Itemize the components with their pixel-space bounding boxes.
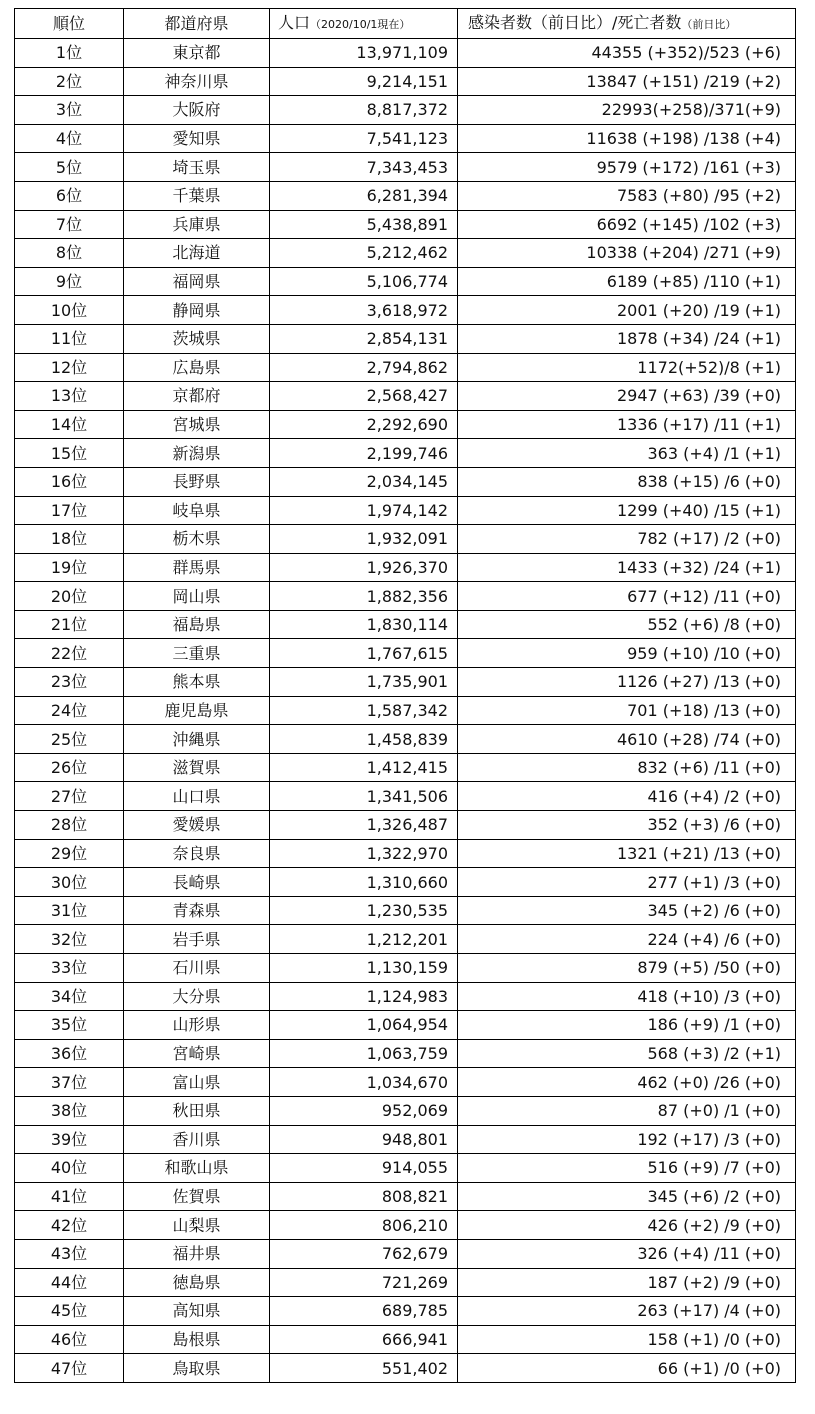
table-row [15, 1354, 796, 1383]
population-cell: 3,618,972 [270, 296, 458, 325]
cases-deaths-cell: 187 (+2) /9 (+0) [458, 1268, 796, 1297]
prefecture-cell: 長野県 [124, 467, 270, 496]
prefecture-cell: 和歌山県 [124, 1154, 270, 1183]
rank-cell: 25位 [15, 725, 124, 754]
cases-deaths-cell: 418 (+10) /3 (+0) [458, 982, 796, 1011]
population-cell: 1,310,660 [270, 868, 458, 897]
cases-deaths-cell: 2001 (+20) /19 (+1) [458, 296, 796, 325]
table-row [15, 1211, 796, 1240]
population-cell: 2,568,427 [270, 382, 458, 411]
prefecture-covid-table-sheet [14, 8, 796, 1383]
population-cell: 1,882,356 [270, 582, 458, 611]
cases-deaths-cell: 326 (+4) /11 (+0) [458, 1239, 796, 1268]
rank-cell: 2位 [15, 67, 124, 96]
population-cell: 2,199,746 [270, 439, 458, 468]
prefecture-cell: 大阪府 [124, 96, 270, 125]
population-cell: 1,124,983 [270, 982, 458, 1011]
header-prefecture: 都道府県 [124, 9, 270, 39]
prefecture-cell: 奈良県 [124, 839, 270, 868]
prefecture-cell: 福岡県 [124, 267, 270, 296]
cases-deaths-cell: 13847 (+151) /219 (+2) [458, 67, 796, 96]
prefecture-cell: 青森県 [124, 896, 270, 925]
prefecture-cell: 岡山県 [124, 582, 270, 611]
cases-deaths-cell: 22993(+258)/371(+9) [458, 96, 796, 125]
rank-cell: 6位 [15, 181, 124, 210]
cases-deaths-cell: 2947 (+63) /39 (+0) [458, 382, 796, 411]
population-cell: 1,063,759 [270, 1039, 458, 1068]
population-cell: 914,055 [270, 1154, 458, 1183]
rank-cell: 24位 [15, 696, 124, 725]
population-cell: 1,412,415 [270, 753, 458, 782]
header-rank: 順位 [15, 9, 124, 39]
population-cell: 1,322,970 [270, 839, 458, 868]
rank-cell: 45位 [15, 1297, 124, 1326]
rank-cell: 12位 [15, 353, 124, 382]
prefecture-cell: 神奈川県 [124, 67, 270, 96]
cases-deaths-cell: 1172(+52)/8 (+1) [458, 353, 796, 382]
prefecture-cell: 宮城県 [124, 410, 270, 439]
table-row [15, 725, 796, 754]
prefecture-covid-table [14, 8, 796, 1383]
table-row [15, 811, 796, 840]
table-row [15, 782, 796, 811]
prefecture-cell: 福井県 [124, 1239, 270, 1268]
prefecture-cell: 兵庫県 [124, 210, 270, 239]
prefecture-cell: 山梨県 [124, 1211, 270, 1240]
population-cell: 9,214,151 [270, 67, 458, 96]
cases-deaths-cell: 782 (+17) /2 (+0) [458, 525, 796, 554]
prefecture-cell: 鳥取県 [124, 1354, 270, 1383]
cases-deaths-cell: 345 (+2) /6 (+0) [458, 896, 796, 925]
prefecture-cell: 北海道 [124, 239, 270, 268]
table-row [15, 1096, 796, 1125]
population-cell: 1,341,506 [270, 782, 458, 811]
cases-deaths-cell: 158 (+1) /0 (+0) [458, 1325, 796, 1354]
rank-cell: 39位 [15, 1125, 124, 1154]
header-population-note: （2020/10/1現在） [310, 18, 411, 31]
population-cell: 2,034,145 [270, 467, 458, 496]
prefecture-cell: 石川県 [124, 954, 270, 983]
table-row [15, 982, 796, 1011]
cases-deaths-cell: 1126 (+27) /13 (+0) [458, 668, 796, 697]
header-cases-deaths [458, 9, 796, 39]
table-row [15, 639, 796, 668]
header-population-label: 人口 [278, 13, 311, 32]
population-cell: 1,735,901 [270, 668, 458, 697]
table-row [15, 1068, 796, 1097]
table-row [15, 39, 796, 68]
prefecture-cell: 鹿児島県 [124, 696, 270, 725]
cases-deaths-cell: 416 (+4) /2 (+0) [458, 782, 796, 811]
prefecture-cell: 沖縄県 [124, 725, 270, 754]
rank-cell: 14位 [15, 410, 124, 439]
table-row [15, 1268, 796, 1297]
table-row [15, 954, 796, 983]
table-row [15, 181, 796, 210]
table-row [15, 153, 796, 182]
cases-deaths-cell: 263 (+17) /4 (+0) [458, 1297, 796, 1326]
rank-cell: 22位 [15, 639, 124, 668]
rank-cell: 5位 [15, 153, 124, 182]
table-row [15, 668, 796, 697]
cases-deaths-cell: 1299 (+40) /15 (+1) [458, 496, 796, 525]
population-cell: 762,679 [270, 1239, 458, 1268]
table-row [15, 124, 796, 153]
table-row [15, 753, 796, 782]
cases-deaths-cell: 832 (+6) /11 (+0) [458, 753, 796, 782]
rank-cell: 44位 [15, 1268, 124, 1297]
population-cell: 2,794,862 [270, 353, 458, 382]
rank-cell: 41位 [15, 1182, 124, 1211]
prefecture-cell: 富山県 [124, 1068, 270, 1097]
table-row [15, 610, 796, 639]
population-cell: 5,106,774 [270, 267, 458, 296]
cases-deaths-cell: 838 (+15) /6 (+0) [458, 467, 796, 496]
population-cell: 5,212,462 [270, 239, 458, 268]
cases-deaths-cell: 277 (+1) /3 (+0) [458, 868, 796, 897]
population-cell: 1,212,201 [270, 925, 458, 954]
cases-deaths-cell: 677 (+12) /11 (+0) [458, 582, 796, 611]
rank-cell: 10位 [15, 296, 124, 325]
rank-cell: 30位 [15, 868, 124, 897]
population-cell: 6,281,394 [270, 181, 458, 210]
population-cell: 721,269 [270, 1268, 458, 1297]
prefecture-cell: 島根県 [124, 1325, 270, 1354]
rank-cell: 13位 [15, 382, 124, 411]
population-cell: 8,817,372 [270, 96, 458, 125]
population-cell: 1,587,342 [270, 696, 458, 725]
population-cell: 1,830,114 [270, 610, 458, 639]
cases-deaths-cell: 426 (+2) /9 (+0) [458, 1211, 796, 1240]
rank-cell: 9位 [15, 267, 124, 296]
population-cell: 1,064,954 [270, 1011, 458, 1040]
table-row [15, 1239, 796, 1268]
population-cell: 1,458,839 [270, 725, 458, 754]
population-cell: 1,767,615 [270, 639, 458, 668]
table-row [15, 868, 796, 897]
table-row [15, 239, 796, 268]
table-row [15, 467, 796, 496]
table-row [15, 96, 796, 125]
prefecture-cell: 岐阜県 [124, 496, 270, 525]
table-row [15, 1325, 796, 1354]
rank-cell: 40位 [15, 1154, 124, 1183]
table-row [15, 696, 796, 725]
rank-cell: 20位 [15, 582, 124, 611]
table-row [15, 67, 796, 96]
population-cell: 806,210 [270, 1211, 458, 1240]
table-row [15, 1011, 796, 1040]
prefecture-cell: 岩手県 [124, 925, 270, 954]
prefecture-cell: 滋賀県 [124, 753, 270, 782]
cases-deaths-cell: 1878 (+34) /24 (+1) [458, 324, 796, 353]
prefecture-cell: 東京都 [124, 39, 270, 68]
prefecture-cell: 愛媛県 [124, 811, 270, 840]
prefecture-cell: 静岡県 [124, 296, 270, 325]
rank-cell: 37位 [15, 1068, 124, 1097]
rank-cell: 11位 [15, 324, 124, 353]
rank-cell: 31位 [15, 896, 124, 925]
header-cases-deaths-label: 感染者数（前日比）/死亡者数 [468, 13, 682, 32]
cases-deaths-cell: 363 (+4) /1 (+1) [458, 439, 796, 468]
prefecture-cell: 福島県 [124, 610, 270, 639]
prefecture-cell: 山口県 [124, 782, 270, 811]
population-cell: 666,941 [270, 1325, 458, 1354]
rank-cell: 34位 [15, 982, 124, 1011]
rank-cell: 15位 [15, 439, 124, 468]
population-cell: 1,326,487 [270, 811, 458, 840]
cases-deaths-cell: 6189 (+85) /110 (+1) [458, 267, 796, 296]
population-cell: 1,974,142 [270, 496, 458, 525]
cases-deaths-cell: 11638 (+198) /138 (+4) [458, 124, 796, 153]
population-cell: 7,343,453 [270, 153, 458, 182]
prefecture-cell: 長崎県 [124, 868, 270, 897]
rank-cell: 1位 [15, 39, 124, 68]
cases-deaths-cell: 516 (+9) /7 (+0) [458, 1154, 796, 1183]
prefecture-cell: 徳島県 [124, 1268, 270, 1297]
rank-cell: 16位 [15, 467, 124, 496]
cases-deaths-cell: 568 (+3) /2 (+1) [458, 1039, 796, 1068]
rank-cell: 26位 [15, 753, 124, 782]
prefecture-cell: 高知県 [124, 1297, 270, 1326]
table-header-row [15, 9, 796, 39]
rank-cell: 7位 [15, 210, 124, 239]
table-row [15, 1297, 796, 1326]
table-row [15, 267, 796, 296]
population-cell: 1,926,370 [270, 553, 458, 582]
cases-deaths-cell: 192 (+17) /3 (+0) [458, 1125, 796, 1154]
prefecture-cell: 茨城県 [124, 324, 270, 353]
table-row [15, 839, 796, 868]
rank-cell: 8位 [15, 239, 124, 268]
prefecture-cell: 埼玉県 [124, 153, 270, 182]
population-cell: 2,854,131 [270, 324, 458, 353]
rank-cell: 18位 [15, 525, 124, 554]
table-row [15, 1125, 796, 1154]
rank-cell: 3位 [15, 96, 124, 125]
rank-cell: 29位 [15, 839, 124, 868]
rank-cell: 46位 [15, 1325, 124, 1354]
prefecture-cell: 大分県 [124, 982, 270, 1011]
prefecture-cell: 千葉県 [124, 181, 270, 210]
table-row [15, 582, 796, 611]
prefecture-cell: 宮崎県 [124, 1039, 270, 1068]
cases-deaths-cell: 345 (+6) /2 (+0) [458, 1182, 796, 1211]
table-row [15, 525, 796, 554]
prefecture-cell: 京都府 [124, 382, 270, 411]
cases-deaths-cell: 879 (+5) /50 (+0) [458, 954, 796, 983]
population-cell: 689,785 [270, 1297, 458, 1326]
prefecture-cell: 熊本県 [124, 668, 270, 697]
cases-deaths-cell: 6692 (+145) /102 (+3) [458, 210, 796, 239]
table-row [15, 1154, 796, 1183]
cases-deaths-cell: 224 (+4) /6 (+0) [458, 925, 796, 954]
cases-deaths-cell: 352 (+3) /6 (+0) [458, 811, 796, 840]
table-row [15, 496, 796, 525]
cases-deaths-cell: 552 (+6) /8 (+0) [458, 610, 796, 639]
population-cell: 13,971,109 [270, 39, 458, 68]
population-cell: 1,230,535 [270, 896, 458, 925]
prefecture-cell: 新潟県 [124, 439, 270, 468]
population-cell: 1,932,091 [270, 525, 458, 554]
cases-deaths-cell: 701 (+18) /13 (+0) [458, 696, 796, 725]
rank-cell: 4位 [15, 124, 124, 153]
cases-deaths-cell: 44355 (+352)/523 (+6) [458, 39, 796, 68]
table-row [15, 410, 796, 439]
rank-cell: 32位 [15, 925, 124, 954]
cases-deaths-cell: 462 (+0) /26 (+0) [458, 1068, 796, 1097]
prefecture-cell: 三重県 [124, 639, 270, 668]
rank-cell: 42位 [15, 1211, 124, 1240]
rank-cell: 43位 [15, 1239, 124, 1268]
population-cell: 952,069 [270, 1096, 458, 1125]
cases-deaths-cell: 87 (+0) /1 (+0) [458, 1096, 796, 1125]
cases-deaths-cell: 66 (+1) /0 (+0) [458, 1354, 796, 1383]
prefecture-cell: 栃木県 [124, 525, 270, 554]
table-row [15, 896, 796, 925]
table-body [15, 39, 796, 1383]
prefecture-cell: 香川県 [124, 1125, 270, 1154]
rank-cell: 27位 [15, 782, 124, 811]
population-cell: 551,402 [270, 1354, 458, 1383]
rank-cell: 35位 [15, 1011, 124, 1040]
table-row [15, 382, 796, 411]
rank-cell: 36位 [15, 1039, 124, 1068]
cases-deaths-cell: 1321 (+21) /13 (+0) [458, 839, 796, 868]
population-cell: 948,801 [270, 1125, 458, 1154]
rank-cell: 28位 [15, 811, 124, 840]
table-row [15, 296, 796, 325]
rank-cell: 17位 [15, 496, 124, 525]
rank-cell: 19位 [15, 553, 124, 582]
cases-deaths-cell: 1336 (+17) /11 (+1) [458, 410, 796, 439]
table-row [15, 1182, 796, 1211]
header-population [270, 9, 458, 39]
table-row [15, 1039, 796, 1068]
rank-cell: 47位 [15, 1354, 124, 1383]
cases-deaths-cell: 1433 (+32) /24 (+1) [458, 553, 796, 582]
population-cell: 2,292,690 [270, 410, 458, 439]
population-cell: 1,130,159 [270, 954, 458, 983]
table-row [15, 210, 796, 239]
prefecture-cell: 山形県 [124, 1011, 270, 1040]
prefecture-cell: 広島県 [124, 353, 270, 382]
table-row [15, 324, 796, 353]
population-cell: 808,821 [270, 1182, 458, 1211]
table-row [15, 553, 796, 582]
population-cell: 7,541,123 [270, 124, 458, 153]
population-cell: 5,438,891 [270, 210, 458, 239]
cases-deaths-cell: 4610 (+28) /74 (+0) [458, 725, 796, 754]
cases-deaths-cell: 959 (+10) /10 (+0) [458, 639, 796, 668]
cases-deaths-cell: 10338 (+204) /271 (+9) [458, 239, 796, 268]
prefecture-cell: 群馬県 [124, 553, 270, 582]
table-row [15, 353, 796, 382]
header-cases-deaths-note: （前日比） [681, 18, 737, 31]
cases-deaths-cell: 7583 (+80) /95 (+2) [458, 181, 796, 210]
prefecture-cell: 愛知県 [124, 124, 270, 153]
prefecture-cell: 佐賀県 [124, 1182, 270, 1211]
table-row [15, 439, 796, 468]
population-cell: 1,034,670 [270, 1068, 458, 1097]
table-row [15, 925, 796, 954]
rank-cell: 38位 [15, 1096, 124, 1125]
cases-deaths-cell: 9579 (+172) /161 (+3) [458, 153, 796, 182]
rank-cell: 23位 [15, 668, 124, 697]
cases-deaths-cell: 186 (+9) /1 (+0) [458, 1011, 796, 1040]
rank-cell: 33位 [15, 954, 124, 983]
rank-cell: 21位 [15, 610, 124, 639]
prefecture-cell: 秋田県 [124, 1096, 270, 1125]
